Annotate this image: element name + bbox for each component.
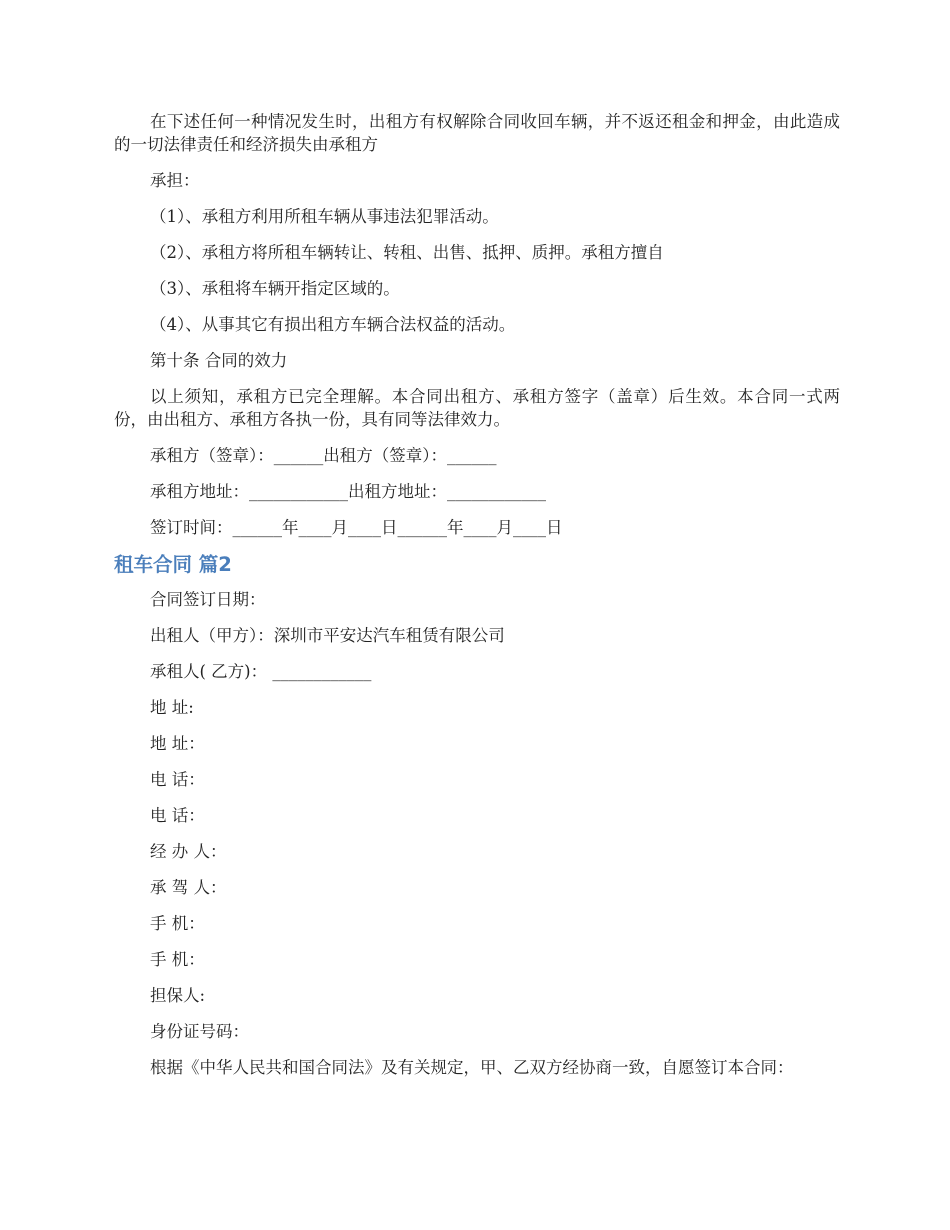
clause-item: （2）、承租方将所租车辆转让、转租、出售、抵押、质押。承租方擅自 (150, 243, 664, 262)
signing-date-line: 签订时间：______年____月____日______年____月____日 (150, 518, 563, 537)
contract-preamble: 根据《中华人民共和国合同法》及有关规定，甲、乙双方经协商一致，自愿签订本合同： (150, 1058, 794, 1077)
address-field: 地 址： (150, 734, 205, 753)
lessee-field: 承租人( 乙方)： ____________ (150, 662, 372, 681)
lessor-field: 出租人（甲方）：深圳市平安达汽车租赁有限公司 (150, 626, 505, 645)
address-line: 承租方地址：____________出租方地址：____________ (150, 482, 546, 501)
clause-paragraph: 以上须知，承租方已完全理解。本合同出租方、承租方签字（盖章）后生效。本合同一式两份，由出租方、承租方各执一份，具有同等法律效力。 (114, 387, 840, 429)
phone-field: 电 话： (150, 770, 205, 789)
address-field: 地 址: (150, 698, 194, 717)
clause-paragraph: 承担： (150, 171, 200, 190)
clause-paragraph: 在下述任何一种情况发生时，出租方有权解除合同收回车辆，并不返还租金和押金，由此造成的一切法律责任和经济损失由承租方 (114, 112, 840, 154)
driver-field: 承 驾 人： (150, 878, 227, 897)
guarantor-field: 担保人: (150, 986, 206, 1005)
mobile-field: 手 机： (150, 950, 205, 969)
clause-item: （1）、承租方利用所租车辆从事违法犯罪活动。 (150, 207, 499, 226)
phone-field: 电 话： (150, 806, 205, 825)
handler-field: 经 办 人： (150, 842, 227, 861)
id-number-field: 身份证号码： (150, 1022, 249, 1041)
clause-item: （4）、从事其它有损出租方车辆合法权益的活动。 (150, 315, 516, 334)
clause-item: （3）、承租将车辆开指定区域的。 (150, 279, 400, 298)
signature-line: 承租方（签章）：______出租方（签章）：______ (150, 446, 497, 465)
contract-date-field: 合同签订日期： (150, 590, 266, 609)
section-heading: 租车合同 篇2 (114, 553, 232, 576)
document-content (114, 110, 840, 1092)
article-title: 第十条 合同的效力 (150, 351, 288, 370)
mobile-field: 手 机： (150, 914, 205, 933)
